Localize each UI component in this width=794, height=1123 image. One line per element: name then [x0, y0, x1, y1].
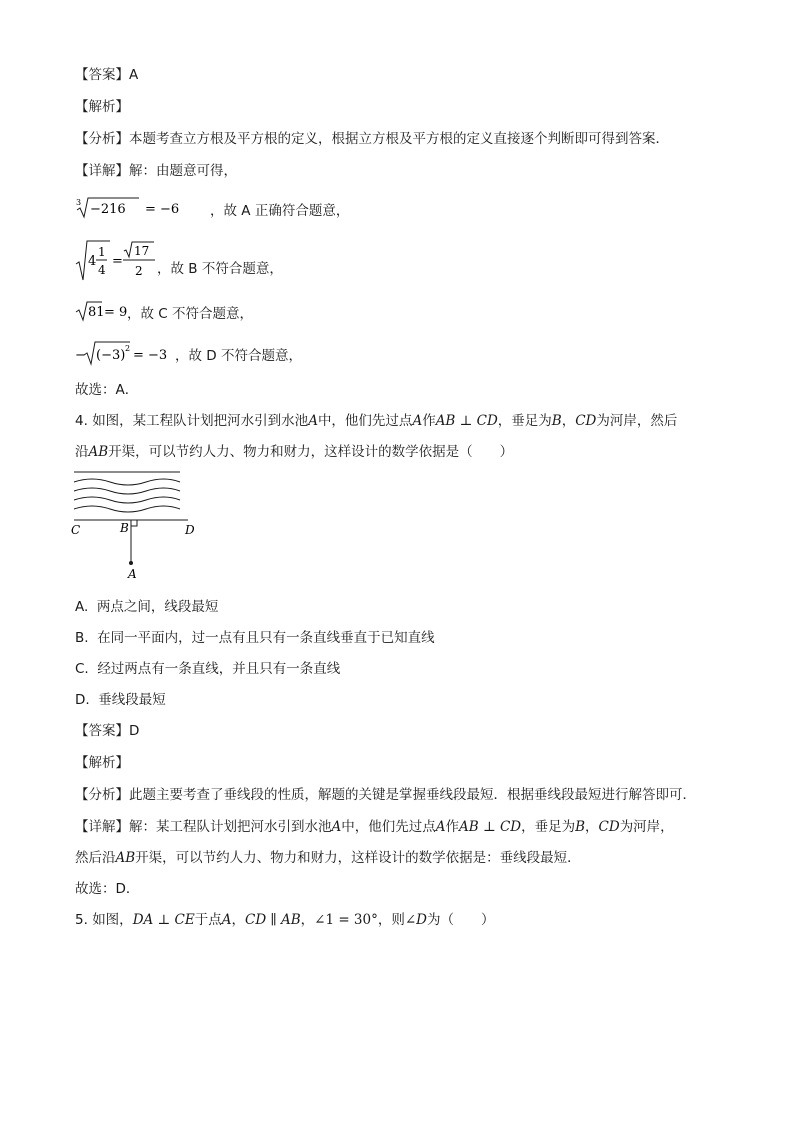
exponent: 2	[125, 344, 131, 353]
equals: =	[112, 254, 123, 269]
wave-4	[74, 506, 180, 512]
q4-stem-text: ，垂足为	[497, 413, 552, 429]
cube-root-expression	[75, 196, 210, 226]
label-c: C	[71, 523, 81, 537]
option-text: 经过两点有一条直线，并且只有一条直线	[97, 661, 341, 677]
q4-conclusion: 故选：D．	[75, 881, 140, 897]
detail-text: 解：由题意可得，	[129, 163, 237, 179]
q4-stem-text: 作	[422, 413, 436, 429]
q3-eq-a	[75, 196, 349, 226]
option-label: C.	[75, 661, 89, 677]
q4-analysis-tag: 【解析】	[75, 755, 129, 771]
wave-3	[74, 497, 180, 503]
q3-conclusion: 故选：A．	[75, 382, 139, 398]
q5-stem-text: 为（ ）	[427, 912, 495, 928]
q5-number: 5.	[75, 912, 88, 928]
answer-tag: 【答案】	[75, 723, 129, 739]
minus: −	[75, 348, 86, 363]
q3-eq-d	[75, 340, 302, 372]
q4-option-d	[75, 690, 166, 710]
detail-text: 作	[445, 819, 459, 835]
eq-c-tail: ，故 C 不符合题意，	[127, 306, 254, 322]
detail-text: 然后沿	[75, 850, 116, 866]
fenxi-tag: 【分析】	[75, 787, 129, 803]
angle-d: ∠D	[404, 912, 428, 928]
q3-fenxi-line	[75, 129, 669, 149]
perp-expression: AB ⊥ CD	[435, 413, 498, 429]
option-label: D.	[75, 692, 90, 708]
option-label: B.	[75, 630, 89, 646]
q4-stem-text: 中，他们先过点	[317, 413, 413, 429]
comma: ，	[585, 819, 599, 835]
comma: ，	[561, 413, 576, 429]
q5-stem	[75, 910, 495, 930]
neg-sqrt-svg	[75, 340, 175, 366]
q5-stem-text: 于点	[194, 912, 222, 928]
detail-text: 中，他们先过点	[341, 819, 436, 835]
radicand: 81	[88, 305, 105, 320]
q4-detail-line2	[75, 848, 581, 868]
option-text: 垂线段最短	[98, 692, 166, 708]
q3-detail-line	[75, 161, 237, 181]
frac-num: 1	[98, 245, 106, 259]
eq-b-tail: ，故 B 不符合题意，	[157, 261, 283, 277]
fenxi-text: 本题考查立方根及平方根的定义，根据立方根及平方根的定义直接逐个判断即可得到答案．	[129, 131, 669, 147]
q4-answer-line	[75, 721, 139, 741]
sqrt-81-expression	[75, 300, 127, 328]
detail-text: 解：某工程队计划把河水引到水池	[129, 819, 332, 835]
point-a: A	[412, 413, 423, 429]
perp-expression: DA ⊥ CE	[132, 912, 195, 928]
answer-tag: 【答案】	[75, 67, 129, 83]
perp-expression: AB ⊥ CD	[459, 819, 522, 835]
rden: 2	[135, 264, 143, 278]
comma: ，	[300, 912, 315, 928]
q5-stem-text: ，则	[377, 912, 405, 928]
frac-den: 4	[98, 263, 106, 277]
q5-stem-text: 如图，	[92, 912, 133, 928]
q3-analysis-tag: 【解析】	[75, 99, 129, 115]
point-a: A	[435, 819, 446, 835]
point-a: A	[308, 413, 318, 429]
radicand: −216	[90, 202, 126, 217]
label-a: A	[128, 567, 137, 581]
segment-ab: AB	[115, 850, 136, 866]
result: = −3	[133, 348, 168, 363]
detail-tag: 【详解】	[75, 163, 129, 179]
root-index: 3	[76, 198, 82, 207]
q4-stem-text: 为河岸，然后	[596, 413, 678, 429]
detail-text: 开渠，可以节约人力、物力和财力，这样设计的数学依据是：垂线段最短．	[135, 850, 581, 866]
fenxi-tag: 【分析】	[75, 131, 129, 147]
q3-eq-c	[75, 300, 253, 328]
point-b: B	[575, 819, 586, 835]
inner: (−3)	[96, 348, 126, 363]
rnum: 17	[134, 244, 150, 258]
q3-eq-b	[75, 238, 283, 300]
river-diagram	[68, 470, 208, 585]
wave-1	[74, 479, 180, 485]
result: = 9	[104, 305, 127, 320]
line-cd: CD	[575, 413, 597, 429]
point-a-dot	[129, 561, 133, 565]
q4-stem-line2	[75, 442, 513, 462]
point-a: A	[331, 819, 342, 835]
option-text: 在同一平面内，过一点有且只有一条直线垂直于已知直线	[97, 630, 435, 646]
option-text: 两点之间，线段最短	[96, 599, 219, 615]
comma: ，	[231, 912, 245, 928]
fenxi-text: 此题主要考查了垂线段的性质，解题的关键是掌握垂线段最短．根据垂线段最短进行解答即可．	[129, 787, 696, 803]
right-angle-mark	[131, 520, 137, 526]
angle-expression: ∠1 = 30°	[314, 912, 378, 928]
neg-sqrt-expression	[75, 340, 175, 372]
q4-option-b	[75, 628, 435, 648]
q4-stem-text: 开渠，可以节约人力、物力和财力，这样设计的数学依据是（ ）	[108, 444, 514, 460]
label-b: B	[120, 521, 129, 535]
q4-option-a	[75, 597, 218, 617]
q4-figure	[68, 470, 208, 589]
answer-value: A	[129, 67, 139, 83]
q4-option-c	[75, 659, 340, 679]
q4-fenxi-line	[75, 785, 696, 805]
q4-number: 4.	[75, 413, 88, 429]
q3-answer-line	[75, 65, 138, 85]
detail-text: 为河岸，	[619, 819, 674, 835]
cube-root-svg	[75, 196, 210, 220]
eq-d-tail: ，故 D 不符合题意，	[175, 348, 302, 364]
sqrt-mixed-svg	[75, 238, 157, 282]
q4-stem-line1	[75, 411, 677, 431]
wave-2	[74, 488, 180, 494]
result: = −6	[145, 202, 180, 217]
line-cd: CD	[598, 819, 620, 835]
q4-detail-line1	[75, 817, 674, 837]
point-b: B	[551, 413, 562, 429]
answer-value: D	[129, 723, 140, 739]
sqrt-81-svg	[75, 300, 127, 322]
q4-stem-text: 如图，某工程队计划把河水引到水池	[92, 413, 309, 429]
mixed-whole: 4	[88, 254, 97, 269]
detail-tag: 【详解】	[75, 819, 129, 835]
option-label: A.	[75, 599, 89, 615]
parallel-expression: CD ∥ AB	[244, 912, 301, 928]
sqrt-mixed-expression	[75, 238, 157, 300]
segment-ab: AB	[88, 444, 109, 460]
detail-text: ，垂足为	[521, 819, 576, 835]
q4-stem-text: 沿	[75, 444, 89, 460]
eq-a-tail: ，故 A 正确符合题意，	[210, 203, 350, 219]
label-d: D	[185, 523, 195, 537]
point-a: A	[221, 912, 232, 928]
